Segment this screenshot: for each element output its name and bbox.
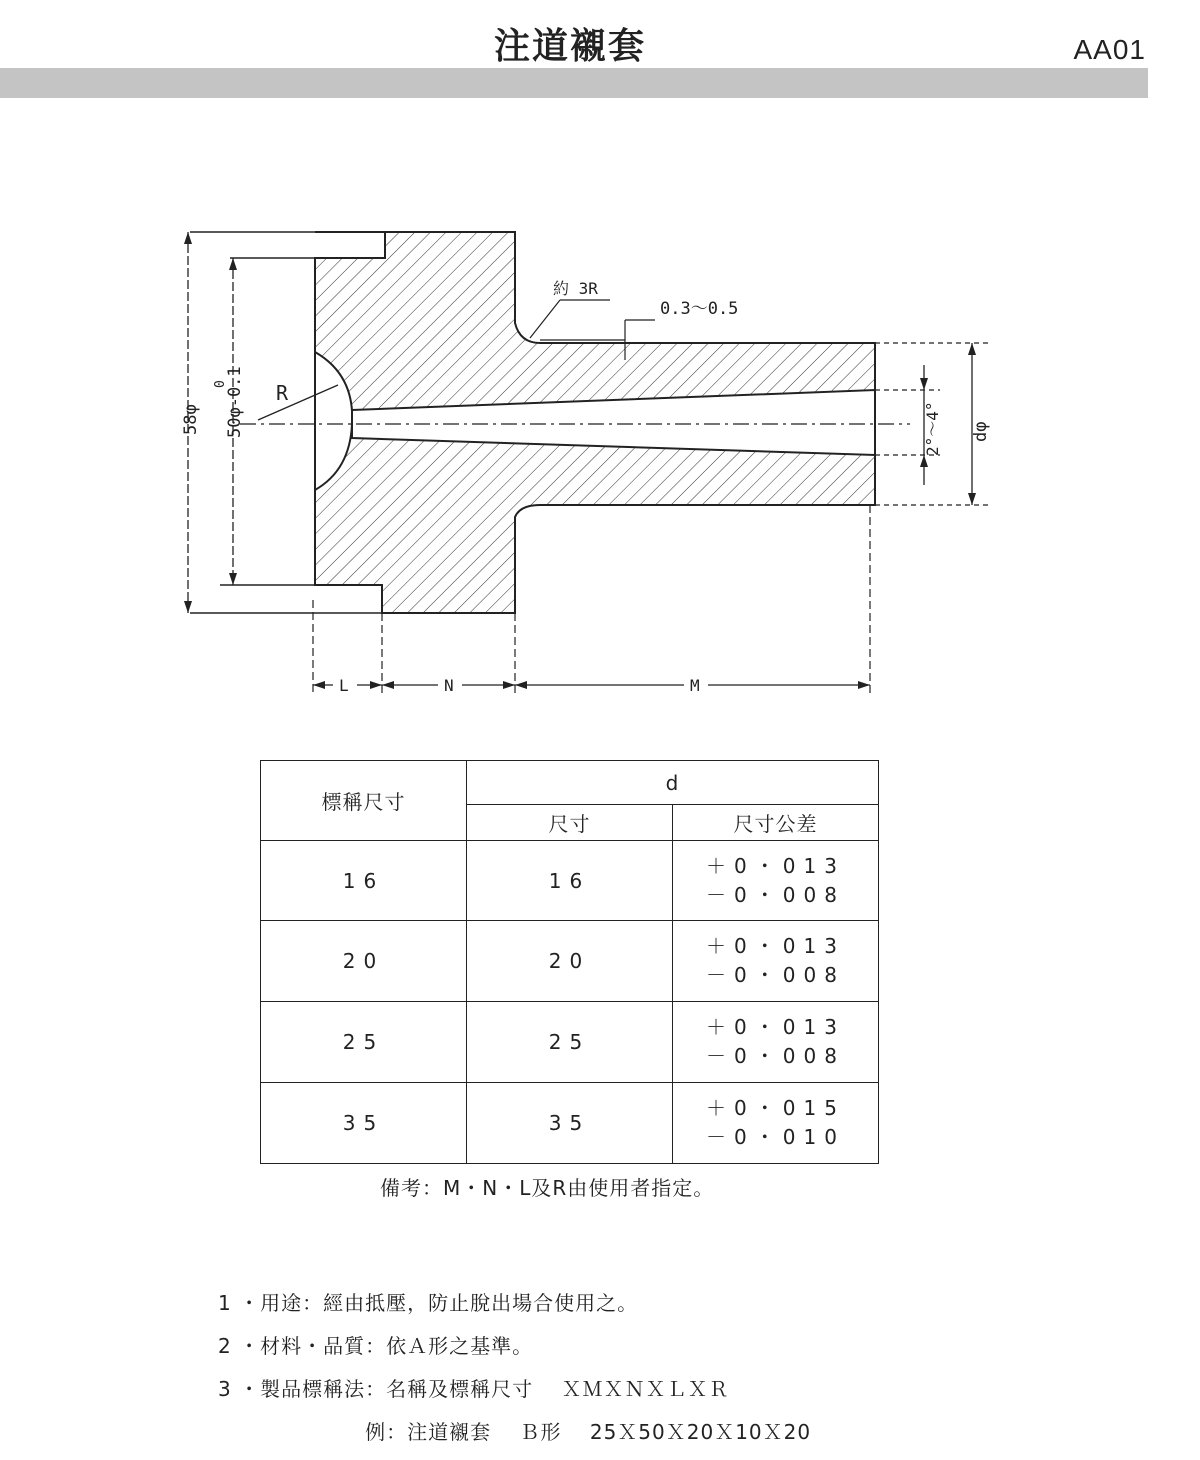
- label-len-n: N: [444, 676, 454, 695]
- table-row: [261, 921, 879, 1002]
- col-tol-header: 尺寸公差: [673, 805, 879, 841]
- note-item: 1 ・用途：經由抵壓，防止脫出場合使用之。: [218, 1291, 639, 1315]
- label-taper: 2°～4°: [923, 401, 942, 456]
- size-cell: 25: [467, 1002, 673, 1083]
- nominal-cell: 35: [261, 1083, 467, 1164]
- label-about-3r: 約 3R: [553, 279, 598, 298]
- table-row: [261, 841, 879, 921]
- tol-upper: ＋0・013: [706, 1015, 845, 1039]
- sprue-bushing-drawing: [140, 180, 1010, 720]
- remark-text: 備考：M・N・L及R由使用者指定。: [380, 1176, 715, 1200]
- tol-upper: ＋0・013: [706, 853, 845, 878]
- nominal-cell: 25: [261, 1002, 467, 1083]
- tol-cell: [673, 921, 879, 1002]
- label-len-m: M: [690, 676, 700, 695]
- table-row: [261, 1002, 879, 1083]
- label-dia-50-upper: 0: [213, 380, 228, 388]
- label-len-l: L: [339, 676, 349, 695]
- spec-table: [260, 760, 879, 1164]
- table-row: [261, 1083, 879, 1164]
- tol-cell: [673, 1002, 879, 1083]
- tol-upper: ＋0・013: [706, 934, 845, 958]
- label-dia-50: 50φ-0.1: [225, 366, 245, 438]
- note-item: 例：注道襯套 Ｂ形 25Ｘ50Ｘ20Ｘ10Ｘ20: [218, 1420, 812, 1444]
- tol-cell: [673, 1083, 879, 1164]
- size-cell: 20: [467, 921, 673, 1002]
- col-nominal-header: 標稱尺寸: [261, 761, 467, 841]
- tol-lower: －0・008: [706, 963, 845, 987]
- size-cell: 35: [467, 1083, 673, 1164]
- size-cell: 16: [467, 841, 673, 921]
- label-clearance: 0.3～0.5: [660, 299, 739, 319]
- tol-cell: [673, 841, 879, 921]
- tol-lower: －0・010: [706, 1125, 845, 1149]
- note-item: 3 ・製品標稱法：名稱及標稱尺寸 ＸＭＸＮＸＬＸＲ: [218, 1377, 730, 1401]
- page-title: 注道襯套: [493, 26, 646, 67]
- col-d-header: d: [467, 761, 879, 805]
- notes-list: [218, 1288, 811, 1460]
- label-dia-d: dφ: [971, 421, 991, 442]
- label-dia-58: 58φ: [181, 404, 201, 435]
- tol-lower: －0・008: [706, 882, 845, 907]
- col-size-header: 尺寸: [467, 805, 673, 841]
- page-code: AA01: [1073, 34, 1146, 65]
- flange-step: [315, 232, 385, 258]
- tol-lower: －0・008: [706, 1044, 845, 1068]
- note-item: 2 ・材料・品質：依Ａ形之基準。: [218, 1334, 534, 1358]
- tol-upper: ＋0・015: [706, 1096, 845, 1120]
- label-radius: R: [276, 381, 289, 405]
- header-band: [0, 68, 1148, 98]
- nominal-cell: 16: [261, 841, 467, 921]
- nominal-cell: 20: [261, 921, 467, 1002]
